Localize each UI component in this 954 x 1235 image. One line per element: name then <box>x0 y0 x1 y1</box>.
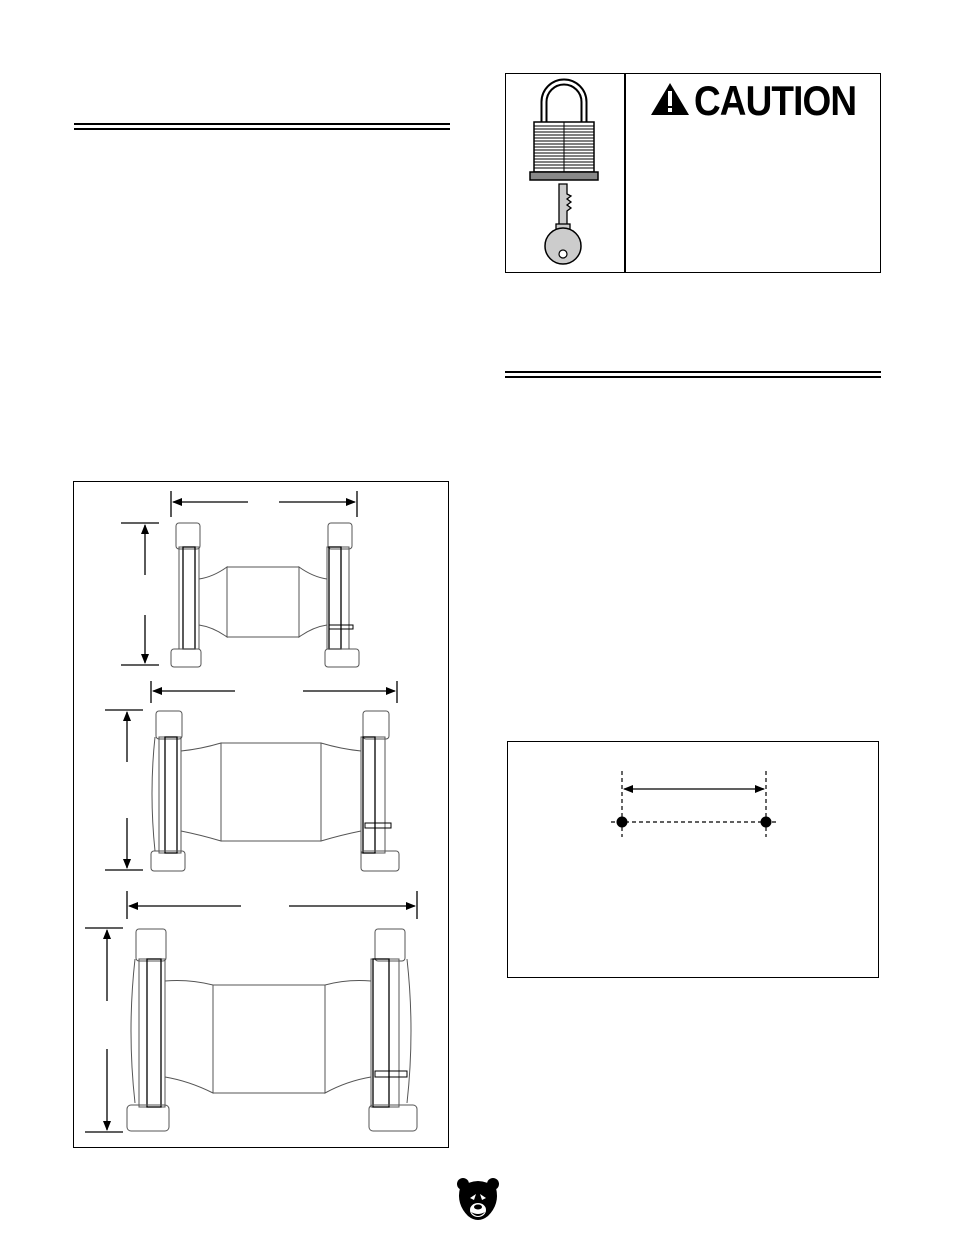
grinder-medium-dimension-width <box>151 681 397 703</box>
grinder-medium-outline <box>151 711 399 871</box>
key-icon <box>540 184 588 268</box>
grizzly-bear-logo <box>456 1176 500 1224</box>
grinder-large-dimension-width <box>127 891 417 919</box>
warning-triangle-icon <box>650 82 690 116</box>
caution-heading: CAUTION <box>694 77 857 124</box>
right-section-rule <box>505 371 881 378</box>
mounting-hole-right <box>761 817 772 828</box>
grinder-medium-dimension-height <box>105 710 143 870</box>
grinder-large-outline <box>127 929 417 1131</box>
padlock-icon <box>528 80 600 184</box>
grinder-large-dimension-height <box>85 928 123 1132</box>
caution-box-divider <box>624 73 626 273</box>
grinder-small-outline <box>171 523 359 667</box>
grinder-small-dimension-height <box>121 523 159 665</box>
grinder-sizes-drawing <box>73 481 449 1148</box>
left-section-rule <box>74 123 450 130</box>
mounting-hole-left <box>617 817 628 828</box>
mounting-holes-drawing <box>507 741 879 978</box>
grinder-small-dimension-width <box>171 491 357 517</box>
